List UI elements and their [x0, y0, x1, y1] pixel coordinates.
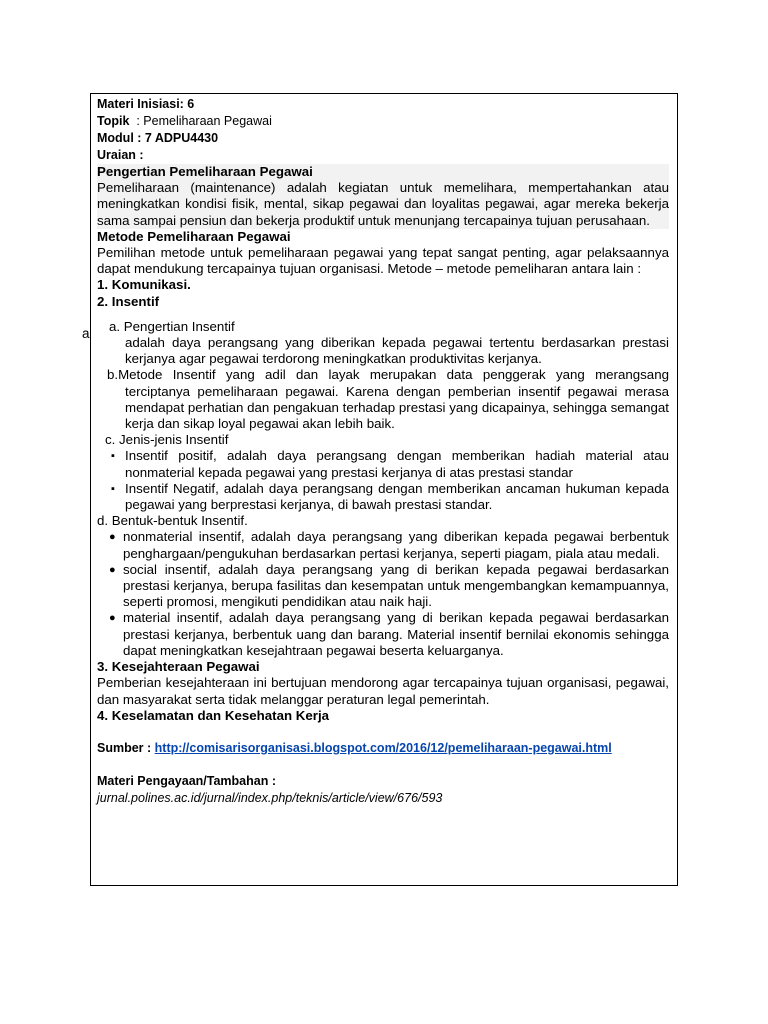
section-pengertian [97, 164, 669, 229]
square-bullet-icon: ▪ [111, 482, 115, 495]
document-content [97, 96, 669, 807]
document-box [90, 93, 678, 886]
sumber-line [97, 740, 669, 757]
pengayaan-block [97, 773, 669, 807]
meta-block [97, 96, 669, 164]
bullet-dot-icon: ● [109, 531, 116, 544]
section1-body: Pemeliharaan (maintenance) adalah kegiatan untuk memelihara, mempertahankan atau meningkatkan kondisi fisik, mental, sikap pegawai dan loyalitas pegawai, agar mereka bekerja sama sampai pensiun dan bekerja produktif untuk menunjang tercapainya tujuan perusahaan. [97, 180, 669, 228]
insentif-a-title: a. Pengertian Insentif [109, 318, 235, 334]
pengayaan-ref: jurnal.polines.ac.id/jurnal/index.php/teknis/article/view/676/593 [97, 790, 443, 805]
c-item-text: Insentif positif, adalah daya perangsang dengan memberikan hadiah material atau nonmaterial kepada pegawai yang prestasi kerjanya di atas prestasi standar [125, 448, 669, 480]
c-item-text: Insentif Negatif, adalah daya perangsang dengan memberikan ancaman hukuman kepada pegawai yang berprestasi kerjanya, di bawah prestasi standar. [125, 480, 669, 513]
sumber-link[interactable]: http://comisarisorganisasi.blogspot.com/2016/12/pemeliharaan-pegawai.html [154, 740, 612, 755]
d-item-text: social insentif, adalah daya perangsang yang di berikan kepada pegawai berdasarkan prestasi kerjanya, berupa fasilitas dan kesempatan untuk mengembangkan kemampuannya, seperti promosi, mengikuti pendidikan atau naik haji. [123, 561, 669, 610]
uraian-label: Uraian : [97, 148, 144, 162]
section-kesejahteraan [97, 659, 669, 724]
section3-title: 3. Kesejahteraan Pegawai [97, 659, 260, 675]
square-bullet-icon: ▪ [111, 450, 115, 463]
section2-title: Metode Pemeliharaan Pegawai [97, 228, 291, 244]
topik-value: : Pemeliharaan Pegawai [136, 114, 272, 128]
section1-title: Pengertian Pemeliharaan Pegawai [97, 164, 313, 179]
list-item [109, 562, 669, 611]
section4-title: 4. Keselamatan dan Kesehatan Kerja [97, 707, 330, 723]
bullet-dot-icon: ● [109, 612, 116, 625]
modul-line: Modul : 7 ADPU4430 [97, 131, 219, 145]
pengayaan-label: Materi Pengayaan/Tambahan : [97, 773, 276, 788]
metode-item-komunikasi: 1. Komunikasi. [97, 277, 191, 293]
list-item [109, 610, 669, 659]
d-item-text: nonmaterial insentif, adalah daya perangsang yang diberikan kepada pegawai berbentuk penghargaan/pengukuhan berdasarkan pertasi kerjanya, seperti piagam, piala atau medali. [123, 529, 669, 561]
sumber-block [97, 740, 669, 757]
topik-label: Topik [97, 114, 130, 128]
insentif-block [97, 319, 669, 659]
bullet-dot-icon: ● [109, 563, 116, 576]
insentif-b-body [107, 367, 669, 432]
stray-letter: a [82, 326, 90, 341]
insentif-c-title: c. Jenis-jenis Insentif [105, 432, 229, 448]
insentif-d-title: d. Bentuk-bentuk Insentif. [97, 513, 248, 529]
insentif-b-text: b.Metode Insentif yang adil dan layak merupakan data penggerak yang merangsang terciptanya pemeliharaan pegawai. Karena dengan pemberian insentif pegawai merasa mendapat perhatian dan pengakuan terhadap prestasi yang dicapainya, sehingga semangat kerja dan sikap loyal pegawai akan lebih baik. [107, 367, 669, 432]
metode-item-insentif: 2. Insentif [97, 293, 160, 309]
sumber-label: Sumber : [97, 740, 152, 755]
section3-body: Pemberian kesejahteraan ini bertujuan mendorong agar tercapainya tujuan organisasi, pegawai, dan masyarakat serta tidak melanggar peraturan legal pemerintah. [97, 675, 669, 707]
list-item [111, 448, 669, 480]
section-metode [97, 229, 669, 310]
section2-body: Pemilihan metode untuk pemeliharaan pegawai yang tepat sangat penting, agar pelaksaannya dapat mendukung tercapainya tujuan organisasi. Metode – metode pemeliharan antara lain : [97, 245, 669, 277]
materi-inisiasi: Materi Inisiasi: 6 [97, 97, 195, 111]
insentif-a-body: adalah daya perangsang yang diberikan kepada pegawai tertentu berdasarkan prestasi kerjanya agar pegawai terdorong meningkatkan produktivitas kerjanya. [125, 335, 669, 367]
d-item-text: material insentif, adalah daya perangsang yang di berikan kepada pegawai berdasarkan prestasi kerjanya, berbentuk uang dan barang. Material insentif bernilai ekonomis sehingga dapat meningkatkan kesejahtraan pegawai beserta keluarganya. [123, 610, 669, 658]
list-item [111, 481, 669, 513]
list-item [109, 529, 669, 561]
topik-line [97, 113, 669, 130]
